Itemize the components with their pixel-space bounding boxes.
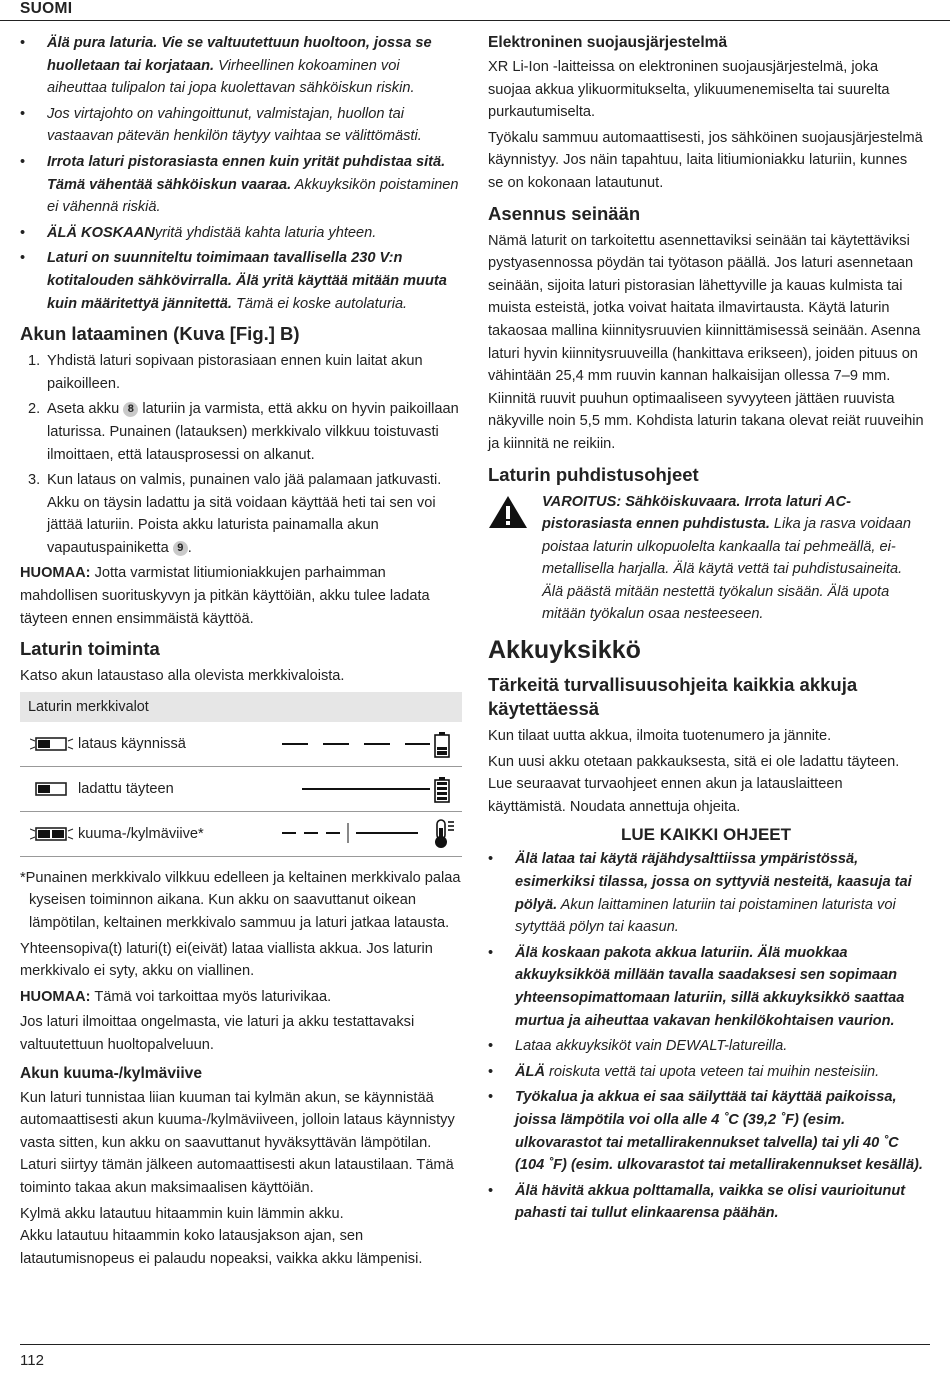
list-item: • ÄLÄ roiskuta vettä tai upota veteen tai muihin nesteisiin. (488, 1061, 924, 1084)
wall-mount-text: Nämä laturit on tarkoitettu asennettaviksi seinään tai käytettäviksi pystyasennossa pöydän tai työtason päällä. Jos laturi asennetaan seinään, sijoita laturi pistorasian lähettyville ja kauas kulmista tai muista esteistä, jotka voivat haitata ilmavirtausta. Käytä laturin takaosaa mallina kiinnitysruuvien kiinnittämisessä seinään. Asenna laturi hyvin kiinnitysruuveilla (hankittava erikseen), joiden pituus on vähintään 25,4 mm ruuvin kannan halkaisijan ollessa 7–9 mm. Kiinnitä ruuvit puuhun optimaaliseen syvyyteen jättäen ruuvista näkyville noin 5,5 mm. Kohdista laturin takana olevat reiät ruuveihin ja kiinnitä ne reikiin. (488, 232, 924, 452)
indicator-label: ladattu täyteen (78, 780, 174, 797)
indicator-table (20, 692, 462, 857)
battery-safety-heading: Tärkeitä turvallisuusohjeita kaikkia akkuja käytettäessä (488, 674, 858, 720)
protection-heading: Elektroninen suojausjärjestelmä (488, 34, 728, 51)
right-column (488, 32, 924, 1228)
battery-charging-icon (434, 732, 450, 758)
indicator-label: kuuma-/kylmäviive* (78, 825, 204, 842)
callout-badge: 8 (123, 402, 138, 417)
led-double-icon (30, 826, 74, 842)
list-item: • ÄLÄ KOSKAANyritä yhdistää kahta laturia yhteen. (20, 222, 462, 245)
page-header (0, 0, 950, 21)
delay-paragraph-2: Kylmä akku latautuu hitaammin kuin lämmin akku. (20, 1205, 344, 1222)
indicator-label: lataus käynnissä (78, 735, 186, 752)
left-column (20, 32, 462, 1273)
operation-text: Katso akun lataustaso alla olevista merkkivaloista. (20, 668, 345, 685)
read-all-heading: LUE KAIKKI OHJEET (620, 825, 792, 845)
problem-text: Jos laturi ilmoittaa ongelmasta, vie laturi ja akku testattavaksi valtuutettuun huoltopalveluun. (20, 1014, 415, 1053)
list-item: 2. Aseta akku 8 laturiin ja varmista, että akku on hyvin paikoillaan laturissa. Punainen (latauksen) merkkivalo vilkkuu toistuvasti ilmoittaen, että latausprosessi on alkanut. (28, 401, 459, 463)
footer-rule (20, 1344, 930, 1345)
operation-heading: Laturin toiminta (20, 638, 160, 660)
delay-paragraph-3: Akku latautuu hitaammin koko latausjakson ajan, sen latautumisnopeus ei palaudu nopeaksi, vaikka akku lämpenisi. (20, 1228, 423, 1267)
list-item: 3. Kun lataus on valmis, punainen valo jää palamaan jatkuvasti. Akku on täysin ladattu ja sitä voidaan käyttää heti tai sen voi jättää laturiin. Poista akku laturista painamalla akun vapautuspainiketta 9 . (28, 472, 442, 556)
footnote: *Punainen merkkivalo vilkkuu edelleen ja keltainen merkkivalo palaa kyseisen toiminnon aikana. Kun akku on saavuttanut oikean lämpötilan, keltainen merkkivalo sammuu ja laturi jatkaa latausta. (20, 869, 461, 932)
thermometer-icon (434, 819, 456, 849)
solid-pattern-line (282, 788, 430, 790)
compat-text: Yhteensopiva(t) laturi(t) ei(eivät) lataa viallista akkua. Jos laturin merkkivalo ei syty, akku on viallinen. (20, 940, 433, 980)
battery-heading: Akkuyksikkö (488, 636, 641, 665)
battery-full-icon (434, 777, 450, 803)
dashed-pattern-line (282, 743, 430, 745)
charging-steps (20, 350, 462, 559)
note-paragraph: HUOMAA: Tämä voi tarkoittaa myös laturivikaa. (20, 988, 332, 1005)
list-item: • Älä pura laturia. Vie se valtuutettuun huoltoon, jossa se huolletaan tai korjataan. Virheellinen kokoaminen voi aiheuttaa tulipalon tai jopa kuolettavan sähköiskun riskin. (20, 32, 462, 100)
language-label: SUOMI (20, 0, 73, 17)
table-header: Laturin merkkivalot (20, 692, 462, 722)
safety-bullet-list (20, 32, 462, 315)
table-row (20, 812, 462, 857)
wall-mount-heading: Asennus seinään (488, 202, 641, 224)
page-number: 112 (20, 1352, 44, 1369)
warning-triangle-icon (488, 495, 528, 529)
list-item: • Lataa akkuyksiköt vain DEWALT-latureilla. (488, 1035, 924, 1058)
table-row (20, 767, 462, 812)
table-row (20, 722, 462, 767)
list-item: • Laturi on suunniteltu toimimaan tavallisella 230 V:n kotitalouden sähkövirralla. Älä yritä käyttää mitään muuta kuin määritettyä jännitettä. Tämä ei koske autolaturia. (20, 247, 462, 315)
list-item: • Älä lataa tai käytä räjähdysalttiissa ympäristössä, esimerkiksi tilassa, jossa on syttyviä nesteitä, kaasuja tai pölyä. Akun laittaminen laturiin tai poistaminen laturista voi sytyttää pölyn tai kaasun. (488, 848, 924, 938)
cleaning-heading: Laturin puhdistusohjeet (488, 463, 699, 485)
battery-paragraph-1: Kun tilaat uutta akkua, ilmoita tuotenumero ja jännite. (488, 728, 832, 745)
battery-bullet-list (488, 848, 924, 1225)
charging-heading: Akun lataaminen (Kuva [Fig.] B) (20, 323, 300, 345)
cleaning-warning: VAROITUS: Sähköiskuvaara. Irrota laturi AC-pistorasiasta ennen puhdistusta. Lika ja rasva voidaan poistaa laturin ulkopuolelta kankaalla tai pehmeällä, ei-metallisella harjalla. Älä käytä vettä tai puhdistusaineita. Älä päästä mitään nestettä työkalun sisään. Älä upota mitään työkalun osaa nesteeseen. (488, 491, 924, 627)
list-item: • Työkalua ja akkua ei saa säilyttää tai käyttää paikoissa, joissa lämpötila voi olla alle 4 ˚C (39,2 ˚F) (esim. ulkovarastot tai metallirakennukset talvella) tai yli 40 ˚C (104 ˚F) (esim. ulkovarastot tai metallirakennukset kesällä). (488, 1086, 924, 1176)
dashed-solid-pattern-line (282, 823, 430, 843)
list-item: • Irrota laturi pistorasiasta ennen kuin yrität puhdistaa sitä. Tämä vähentää sähköiskun vaaraa. Akkuyksikön poistaminen ei vähennä riskiä. (20, 151, 462, 219)
list-item: • Älä koskaan pakota akkua laturiin. Älä muokkaa akkuyksikköä millään tavalla saadaksesi sen sopimaan yhteensopimattomaan laturiin, sillä akkuyksikkö saattaa murtua ja aiheuttaa vakavan henkilökohtaisen vaurion. (488, 942, 924, 1032)
callout-badge: 9 (173, 541, 188, 556)
list-item: 1. Yhdistä laturi sopivaan pistorasiaan ennen kuin laitat akun paikoilleen. (28, 353, 423, 392)
protection-paragraph-1: XR Li-Ion -laitteissa on elektroninen suojausjärjestelmä, joka suojaa akkua ylikuormitukselta, ylikuumenemiselta tai suurelta purkautumiselta. (488, 59, 890, 121)
led-blinking-icon (30, 736, 74, 752)
protection-paragraph-2: Työkalu sammuu automaattisesti, jos sähköinen suojausjärjestelmä käynnistyy. Jos näin tapahtuu, laita litiumioniakku laturiin, kunnes se on kokonaan latautunut. (488, 129, 923, 191)
list-item: • Jos virtajohto on vahingoittunut, valmistajan, huollon tai vastaavan pätevän henkilön täytyy vaihtaa se välittömästi. (20, 103, 462, 148)
battery-paragraph-2: Kun uusi akku otetaan pakkauksesta, sitä ei ole ladattu täyteen. Lue seuraavat turvaohjeet ennen akun ja latauslaitteen käyttämistä. Noudata annettuja ohjeita. (488, 753, 900, 815)
led-on-icon (30, 781, 74, 797)
note-paragraph: HUOMAA: Jotta varmistat litiumioniakkujen parhaimman mahdollisen suorituskyvyn ja pitkän käyttöiän, akku tulee ladata täyteen ennen ensimmäistä käyttöä. (20, 565, 430, 627)
delay-heading: Akun kuuma-/kylmäviive (20, 1064, 203, 1082)
delay-paragraph-1: Kun laturi tunnistaa liian kuuman tai kylmän akun, se käynnistää automaattisesti akun kuuma-/kylmäviiveen, jolloin lataus käynnistyy vasta sitten, kun akku on saavuttanut hyväksyttävän lämpötilan. Laturi siirtyy tämän jälkeen automaattisesti akun lataustilaan. Tämä toiminto takaa akun maksimaalisen käyttöiän. (20, 1089, 455, 1196)
list-item: • Älä hävitä akkua polttamalla, vaikka se olisi vaurioitunut pahasti tai tullut elinkaarensa päähän. (488, 1180, 924, 1225)
